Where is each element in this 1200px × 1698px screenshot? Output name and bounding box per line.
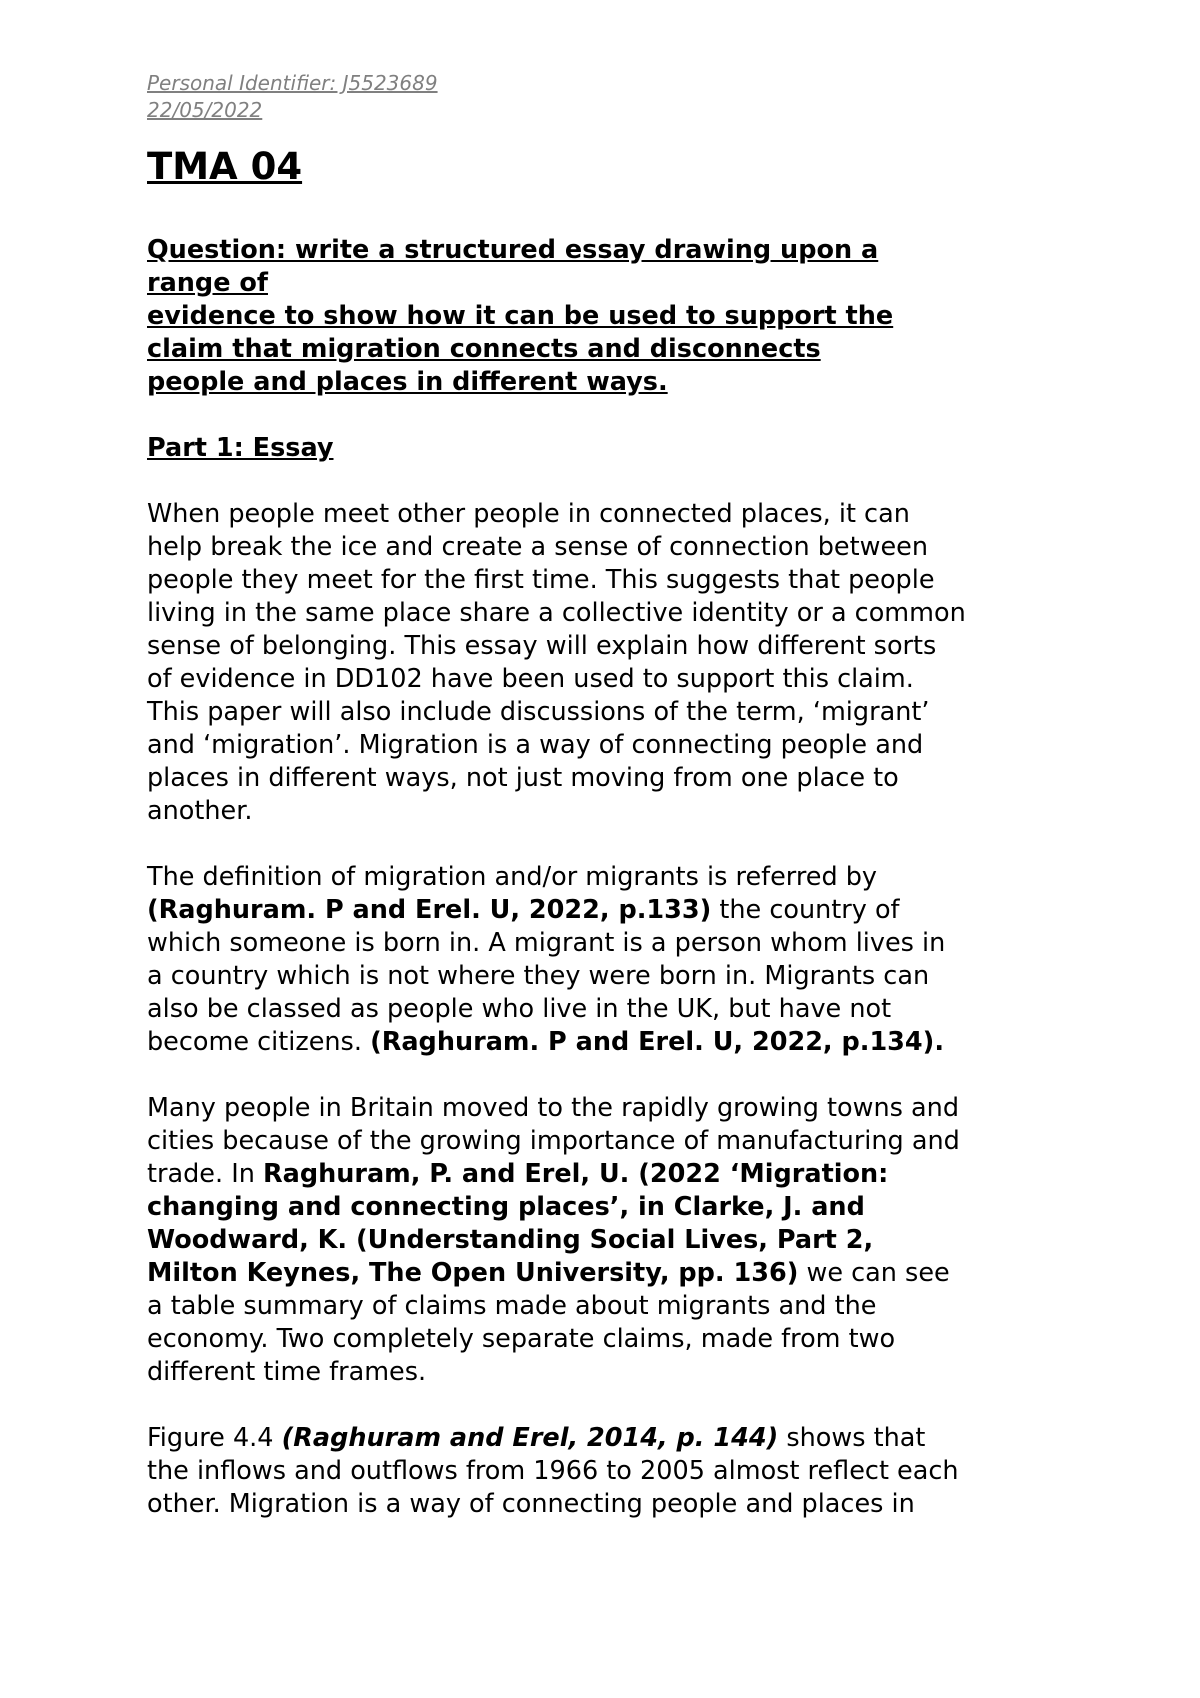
text-run: become citizens. <box>147 1027 371 1057</box>
question-line: claim that migration connects and disconnects <box>147 334 821 364</box>
citation-line: changing and connecting places’, in Clarke, J. and <box>147 1192 865 1222</box>
question-line: people and places in different ways. <box>147 367 668 397</box>
question-line: Question: write a structured essay drawing upon a <box>147 235 879 265</box>
text-run: the country of <box>711 895 900 925</box>
text-line <box>147 1257 1067 1290</box>
citation: (Raghuram and Erel, 2014, p. 144) <box>281 1423 779 1453</box>
text-line <box>147 1026 1067 1059</box>
text-run: shows that <box>778 1423 926 1453</box>
text-run: trade. In <box>147 1159 263 1189</box>
text-line: of evidence in DD102 have been used to support this claim. <box>147 664 914 694</box>
text-line <box>147 1422 1067 1455</box>
text-line: the inflows and outflows from 1966 to 2005 almost reflect each <box>147 1456 959 1486</box>
text-line: people they meet for the first time. This suggests that people <box>147 565 935 595</box>
text-line: The definition of migration and/or migrants is referred by <box>147 862 878 892</box>
question-block <box>147 234 1067 399</box>
citation: (Raghuram. P and Erel. U, 2022, p.133) <box>147 895 712 925</box>
text-run: Figure 4.4 <box>147 1423 282 1453</box>
paragraph-economy <box>147 1092 1067 1389</box>
text-line: a country which is not where they were born in. Migrants can <box>147 961 930 991</box>
text-line: economy. Two completely separate claims, made from two <box>147 1324 896 1354</box>
text-line: Many people in Britain moved to the rapidly growing towns and <box>147 1093 960 1123</box>
text-line: and ‘migration’. Migration is a way of connecting people and <box>147 730 924 760</box>
citation-line: Woodward, K. (Understanding Social Lives, Part 2, <box>147 1225 874 1255</box>
paragraph-introduction <box>147 498 1067 828</box>
paragraph-figure <box>147 1422 1067 1521</box>
text-line: another. <box>147 796 253 826</box>
text-line <box>147 894 1067 927</box>
text-line: places in different ways, not just moving from one place to <box>147 763 899 793</box>
document-date: 22/05/2022 <box>147 98 263 122</box>
text-line: which someone is born in. A migrant is a person whom lives in <box>147 928 946 958</box>
text-line: also be classed as people who live in the UK, but have not <box>147 994 892 1024</box>
question-line: range of <box>147 268 268 298</box>
paragraph-definition <box>147 861 1067 1059</box>
text-line: help break the ice and create a sense of connection between <box>147 532 929 562</box>
personal-identifier: Personal Identifier: J5523689 <box>147 71 438 95</box>
text-line: a table summary of claims made about migrants and the <box>147 1291 877 1321</box>
text-line: living in the same place share a collective identity or a common <box>147 598 966 628</box>
question-line: evidence to show how it can be used to support the <box>147 301 894 331</box>
document-title: TMA 04 <box>147 145 303 188</box>
text-line: sense of belonging. This essay will explain how different sorts <box>147 631 937 661</box>
text-run: we can see <box>798 1258 950 1288</box>
part-heading: Part 1: Essay <box>147 433 334 463</box>
text-line: cities because of the growing importance of manufacturing and <box>147 1126 960 1156</box>
citation: Milton Keynes, The Open University, pp. 136) <box>147 1258 799 1288</box>
citation: Raghuram, P. and Erel, U. (2022 ‘Migration: <box>262 1159 889 1189</box>
text-line: different time frames. <box>147 1357 427 1387</box>
text-line: other. Migration is a way of connecting people and places in <box>147 1489 915 1519</box>
text-line: This paper will also include discussions of the term, ‘migrant’ <box>147 697 930 727</box>
text-line <box>147 1158 1067 1191</box>
text-line: When people meet other people in connected places, it can <box>147 499 910 529</box>
citation: (Raghuram. P and Erel. U, 2022, p.134). <box>370 1027 945 1057</box>
document-page <box>147 70 1067 1521</box>
